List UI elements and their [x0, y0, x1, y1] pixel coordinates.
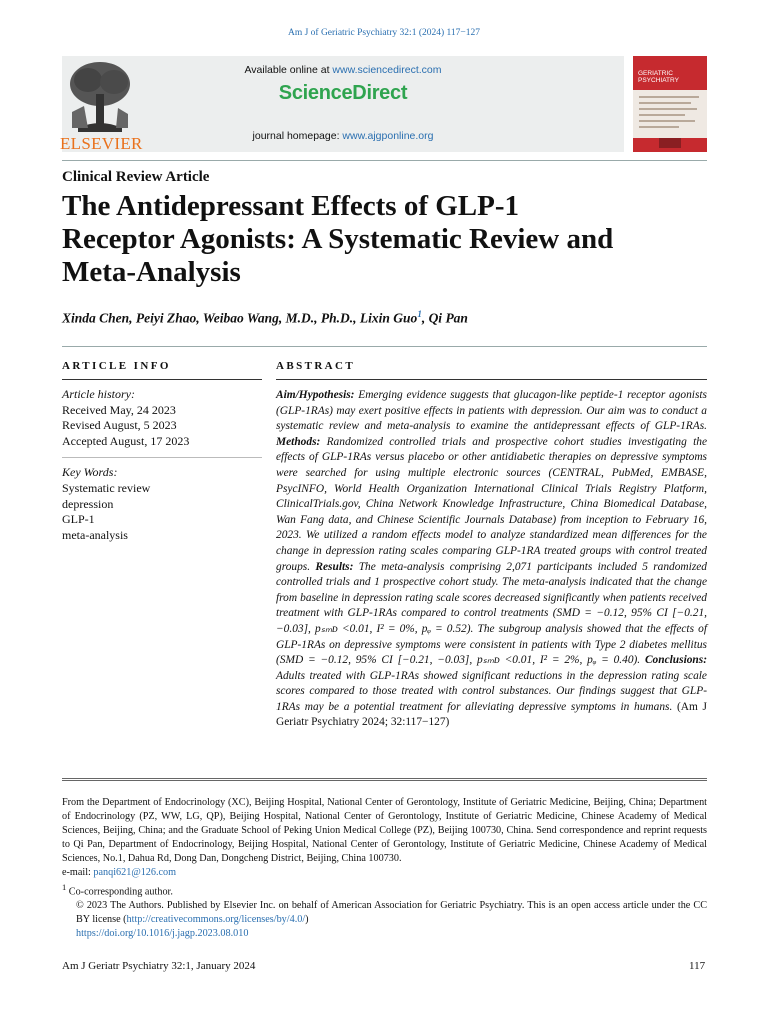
sciencedirect-logo[interactable]: ScienceDirect: [278, 82, 408, 104]
doi-line: [62, 927, 707, 941]
footer-journal-issue: Am J Geriatr Psychiatry 32:1, January 2024: [62, 960, 256, 972]
methods-text: Randomized controlled trials and prospective cohort studies investigating the effects of GLP-1RAs versus placebo or other antidiabetic therapies on depressive symptoms were searched for using multiple electronic sources (CENTRAL, PubMed, EMBASE, PsycINFO, World Health Organization International Clinical Trials Registry Platform, ClinicalTrials.gov, China Network Knowledge Infrastructure, China Biomedical Database, Wan Fang data, and Chinese Scientific Journals Database) from inception to February 16, 2023. We utilized a random effects model to analyze standardized mean differences for the change in depression rating scales comparing GLP-1RA treated groups with control treated groups.: [276, 435, 707, 573]
received-date: Received May, 24 2023: [62, 402, 176, 417]
article-info: [62, 387, 262, 543]
section-rule: [62, 346, 707, 347]
accepted-date: Accepted August, 17 2023: [62, 433, 190, 448]
methods-label: Methods:: [276, 435, 321, 448]
article-type: Clinical Review Article: [62, 169, 210, 185]
keyword: Systematic review: [62, 480, 151, 495]
keywords-label: Key Words:: [62, 465, 118, 480]
authors-text: Xinda Chen, Peiyi Zhao, Weibao Wang, M.D., Ph.D., Lixin Guo: [62, 310, 418, 326]
header-rule: [62, 160, 707, 161]
doi-link[interactable]: https://doi.org/10.1016/j.jagp.2023.08.010: [76, 928, 249, 940]
co-corresponding-marker[interactable]: 1: [417, 309, 422, 319]
available-prefix: Available online at: [244, 64, 333, 76]
email-link[interactable]: panqi621@126.com: [93, 867, 177, 878]
elsevier-wordmark: ELSEVIER: [60, 134, 143, 153]
copyright-note: [62, 899, 707, 927]
co-corresponding-text: Co-corresponding author.: [66, 886, 173, 898]
article-info-rule: [62, 379, 262, 380]
copyright-text: © 2023 The Authors. Published by Elsevier Inc. on behalf of American Association for Geriatric Psychiatry. This is an open access article under the CC BY license (: [76, 900, 707, 926]
keyword: GLP-1: [62, 512, 95, 527]
journal-homepage-line: [62, 130, 624, 142]
cover-title-line-1: GERIATRIC: [638, 70, 673, 77]
sciencedirect-link[interactable]: www.sciencedirect.com: [332, 64, 442, 76]
journal-cover-thumbnail: [633, 56, 707, 152]
email-label: e-mail:: [62, 867, 94, 878]
cover-content-strip: [633, 90, 707, 138]
abstract-body: [276, 388, 707, 731]
abstract-rule: [276, 379, 707, 380]
conclusions-text: Adults treated with GLP-1RAs showed significant reductions in the depression rating scale scores compared to those treated with control substances. Our findings suggest that GLP-1RAs may be a potential treatment for alleviating depressive symptoms in humans.: [276, 669, 707, 713]
aim-label: Aim/Hypothesis:: [276, 389, 355, 401]
co-corresponding-note: [62, 880, 707, 899]
authors-last: , Qi Pan: [421, 310, 468, 326]
conclusions-label: Conclusions:: [644, 654, 707, 667]
co-corresponding-note-marker: 1: [62, 882, 67, 892]
results-text: The meta-analysis comprising 2,071 participants included 5 randomized controlled trials and 1 prospective cohort study. The meta-analysis indicated that the change from baseline in depression rating scale scores decreased significantly when patients received treatment with GLP-1RAs compared to control treatments (SMD = −0.12, 95% CI [−0.21, −0.03], pₛₘᴅ <0.01, I² = 0%, pᵩ = 0.52). The subgroup analysis showed that the effects of GLP-1RAs on depressive symptoms were consistent in patients with Type 2 diabetes mellitus (SMD = −0.12, 95% CI [−0.21, −0.03], pₛₘᴅ <0.01, I² = 2%, pᵩ = 0.40).: [276, 560, 707, 667]
keyword: depression: [62, 496, 114, 511]
affiliation-note: From the Department of Endocrinology (XC), Beijing Hospital, National Center of Gerontology, Institute of Geriatric Medicine, Beijing, China; Department of Endocrinology (PZ, WW, LG, QP), Beijing Hospital, National Center of Gerontology, Institute of Geriatric Medicine, Chinese Academy of Medical Sciences, Beijing, China; and the Graduate School of Peking Union Medical College (PZ), Beijing 100730, China. Send correspondence and reprint requests to Qi Pan, Department of Endocrinology, Beijing Hospital, National Center of Gerontology, Institute of Geriatric Medicine, Chinese Academy of Medical Sciences, No.1, Dahua Rd, Dong Dan, Dongcheng District, Beijing, China 100730.: [62, 797, 707, 864]
abstract-heading: ABSTRACT: [276, 360, 356, 372]
abstract-citation: (Am J Geriatr Psychiatry 2024; 32:117−127): [276, 700, 707, 729]
abstract-bottom-rule: [62, 778, 707, 781]
license-link[interactable]: http://creativecommons.org/licenses/by/4.0/: [126, 914, 306, 926]
footer-page-number: 117: [689, 960, 706, 972]
keyword: meta-analysis: [62, 527, 128, 542]
journal-homepage-link[interactable]: www.ajgponline.org: [342, 130, 434, 142]
article-info-heading: ARTICLE INFO: [62, 360, 171, 372]
copyright-end: ): [305, 914, 309, 926]
cover-title-line-2: PSYCHIATRY: [638, 77, 679, 84]
author-list: [62, 309, 468, 327]
revised-date: Revised August, 5 2023: [62, 418, 177, 433]
info-divider: [62, 457, 262, 458]
results-label: Results:: [315, 560, 354, 573]
aim-text: Emerging evidence suggests that glucagon-like peptide-1 receptor agonists (GLP-1RAs) may exert positive effects in patients with depression. Our aim was to conduct a systematic review and meta-analysis to examine the antidepressant effects of GLP-1RAs.: [276, 389, 707, 433]
article-title: The Antidepressant Effects of GLP-1 Receptor Agonists: A Systematic Review and Meta-Analysis: [62, 190, 614, 288]
running-head: Am J of Geriatric Psychiatry 32:1 (2024) 117−127: [287, 28, 481, 38]
footnotes: [62, 796, 707, 941]
available-online-line: [62, 64, 624, 76]
homepage-prefix: journal homepage:: [252, 130, 343, 142]
cover-publisher-mark: [659, 138, 681, 148]
history-label: Article history:: [62, 387, 135, 401]
email-line: [62, 866, 707, 880]
cover-title: [638, 70, 704, 84]
